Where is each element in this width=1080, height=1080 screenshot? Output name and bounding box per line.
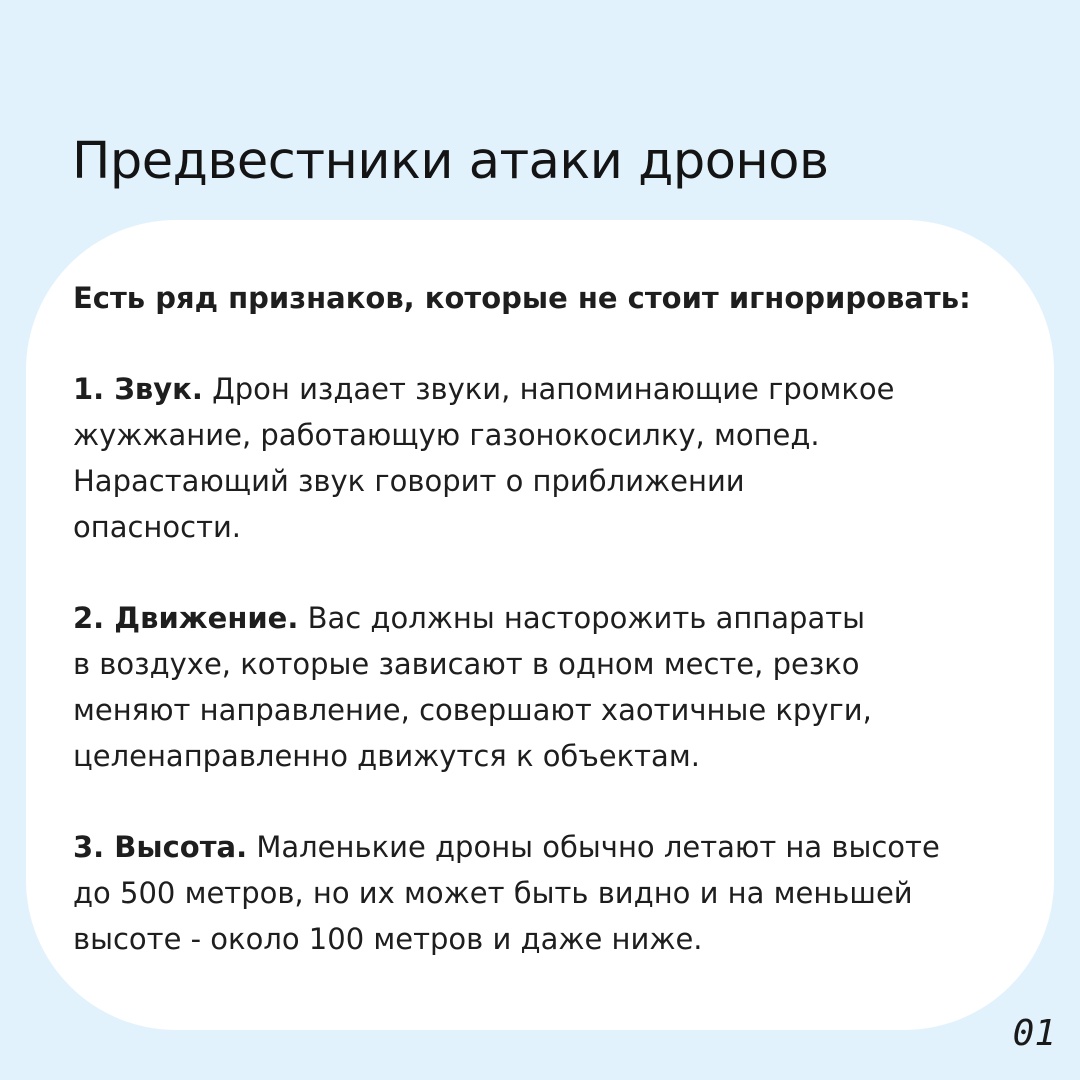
item-text-line: до 500 метров, но их может быть видно и на меньшей	[73, 876, 913, 910]
item-heading: 3. Высота.	[73, 830, 248, 864]
item-text-line: целенаправленно движутся к объектам.	[73, 739, 700, 773]
item-text-line: меняют направление, совершают хаотичные круги,	[73, 693, 872, 727]
item-text-line: Дрон издает звуки, напоминающие громкое	[202, 372, 895, 406]
list-item-sound	[73, 366, 1033, 550]
page-number: 01	[1012, 1013, 1056, 1054]
item-text-line: Вас должны насторожить аппараты	[298, 601, 866, 635]
item-text-line: Нарастающий звук говорит о приближении	[73, 464, 745, 498]
item-heading: 1. Звук.	[73, 372, 203, 406]
item-text-line: жужжание, работающую газонокосилку, мопед.	[73, 418, 820, 452]
item-heading: 2. Движение.	[73, 601, 299, 635]
item-text-line: опасности.	[73, 510, 242, 544]
intro-text: Есть ряд признаков, которые не стоит игнорировать:	[73, 281, 971, 315]
list-item-movement	[73, 595, 1033, 779]
item-text-line: высоте - около 100 метров и даже ниже.	[73, 922, 703, 956]
list-item-altitude	[73, 824, 1033, 962]
item-text-line: Маленькие дроны обычно летают на высоте	[247, 830, 940, 864]
page-title: Предвестники атаки дронов	[72, 132, 829, 192]
item-text-line: в воздухе, которые зависают в одном месте, резко	[73, 647, 860, 681]
card-content	[73, 275, 1033, 962]
